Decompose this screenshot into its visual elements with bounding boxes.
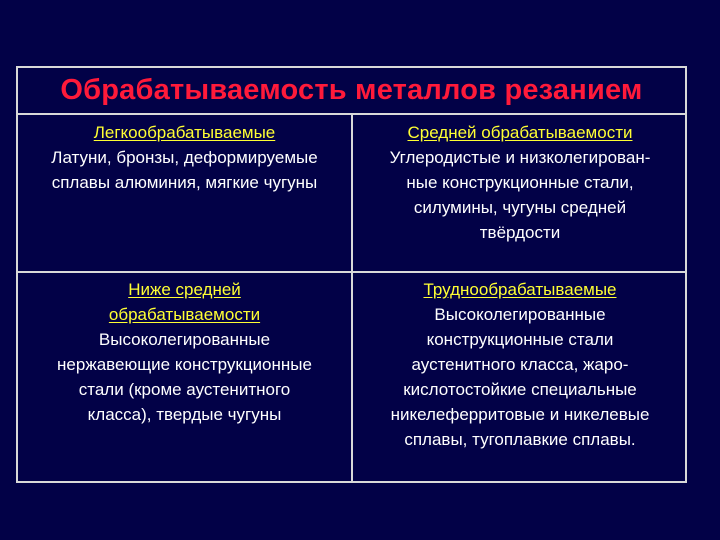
cell-heading: Ниже средней [128, 280, 241, 299]
cell-text: Высоколегированные [434, 305, 606, 324]
table-title-row [18, 68, 685, 115]
cell-text: Высоколегированные [98, 330, 271, 349]
cell-hard-machinable [353, 277, 687, 452]
cell-text: ные конструкционные стали, [406, 173, 634, 192]
cell-text: твёрдости [479, 223, 561, 242]
cell-text: Латуни, бронзы, деформируемые [51, 148, 318, 167]
cell-text: нержавеющие конструкционные [57, 355, 312, 374]
machinability-table [16, 66, 687, 483]
cell-text: сплавы алюминия, мягкие чугуны [51, 173, 318, 192]
cell-text: никелеферритовые и никелевые [390, 405, 650, 424]
cell-text: конструкционные стали [426, 330, 614, 349]
table-title: Обрабатываемость металлов резанием [60, 74, 643, 106]
cell-heading: обрабатываемости [108, 305, 261, 324]
cell-heading: Легкообрабатываемые [93, 123, 276, 142]
cell-below-medium-machinable [18, 277, 351, 427]
cell-text: аустенитного класса, жаро- [411, 355, 629, 374]
cell-text: силумины, чугуны средней [413, 198, 627, 217]
cell-text: кислотостойкие специальные [403, 380, 637, 399]
cell-heading: Средней обрабатываемости [407, 123, 633, 142]
row-divider [18, 271, 685, 273]
cell-text: класса), твердые чугуны [87, 405, 282, 424]
cell-text: Углеродистые и низколегирован- [389, 148, 651, 167]
cell-easy-machinable [18, 120, 351, 195]
cell-heading: Труднообрабатываемые [423, 280, 617, 299]
cell-text: сплавы, тугоплавкие сплавы. [404, 430, 636, 449]
cell-medium-machinable [353, 120, 687, 245]
cell-text: стали (кроме аустенитного [78, 380, 291, 399]
